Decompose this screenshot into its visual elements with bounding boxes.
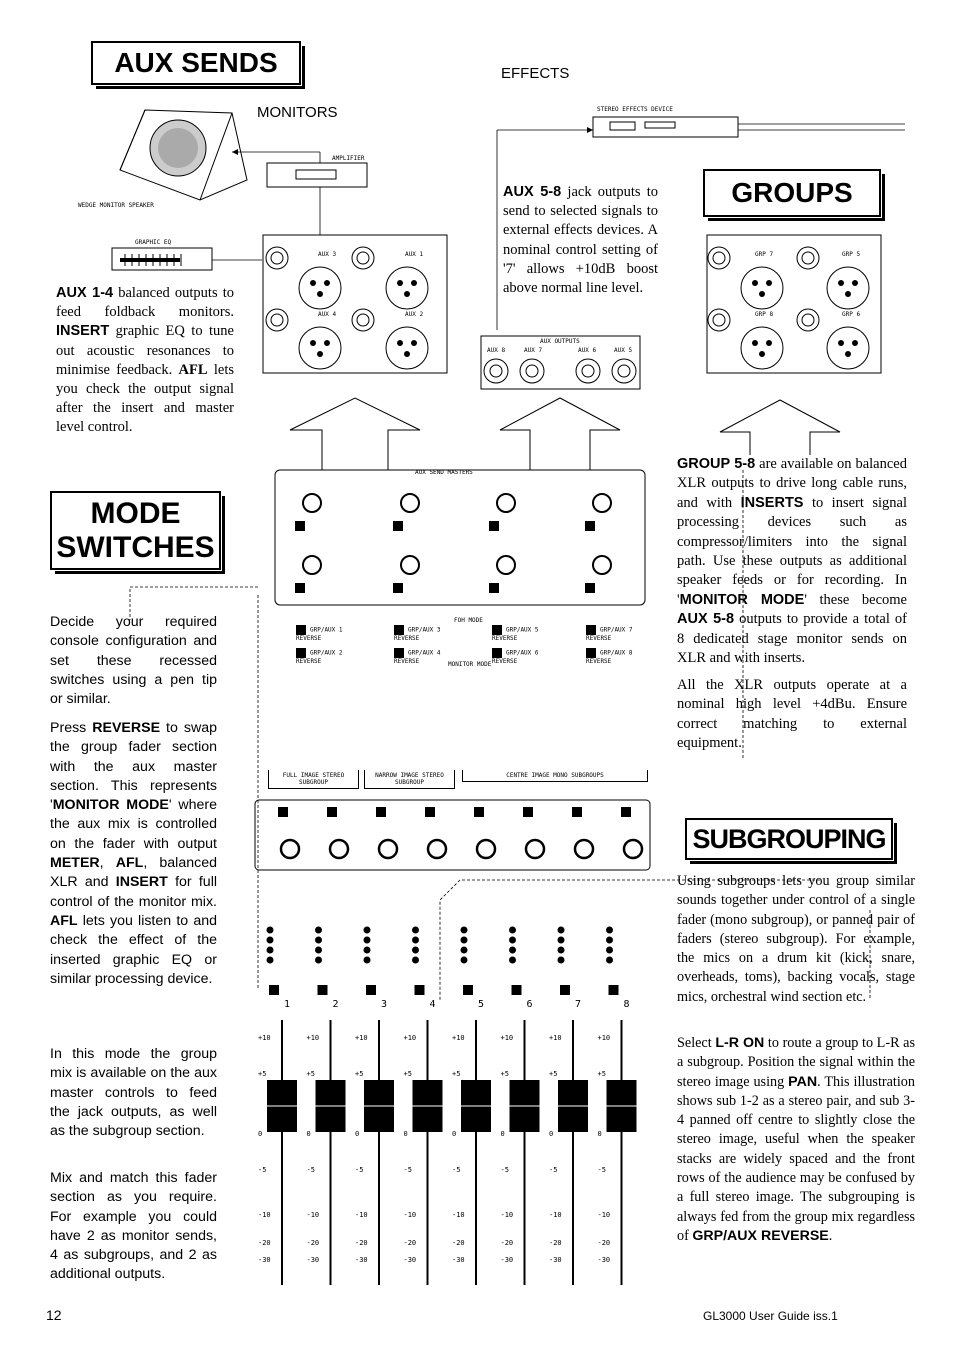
afl-button[interactable] xyxy=(269,985,279,995)
meter-led xyxy=(509,937,516,944)
reverse-switch-4[interactable]: GRP/AUX 4 REVERSE xyxy=(394,649,441,665)
meter-led xyxy=(461,957,468,964)
svg-text:AUX 8: AUX 8 xyxy=(487,347,506,354)
fader-scale-label: -10 xyxy=(258,1211,271,1219)
graphic-eq-label: GRAPHIC EQ xyxy=(135,239,172,246)
meter-led xyxy=(267,927,274,934)
fader-scale-label: -10 xyxy=(403,1211,417,1219)
svg-text:AUX 5: AUX 5 xyxy=(614,347,633,354)
meter-led xyxy=(412,957,419,964)
fader-scale-label: -30 xyxy=(306,1256,320,1264)
fader-scale-label: -5 xyxy=(355,1166,364,1174)
afl-button[interactable] xyxy=(393,583,403,593)
pan-knob[interactable] xyxy=(281,840,299,858)
reverse-switch-5[interactable]: GRP/AUX 5 REVERSE xyxy=(492,626,539,642)
fader-scale-label: +5 xyxy=(500,1070,509,1078)
fader-scale-label: -20 xyxy=(549,1239,562,1247)
fader-scale-label: +10 xyxy=(500,1034,514,1042)
pan-knob[interactable] xyxy=(477,840,495,858)
afl-button[interactable] xyxy=(560,985,570,995)
aux-master-knob[interactable] xyxy=(401,494,419,512)
svg-text:AUX OUTPUTS: AUX OUTPUTS xyxy=(540,338,580,345)
fader-scale-label: 0 xyxy=(500,1130,505,1138)
svg-text:AUX SEND MASTERS: AUX SEND MASTERS xyxy=(415,469,473,476)
reverse-switch-6[interactable]: GRP/AUX 6 REVERSE xyxy=(492,649,539,665)
fader-scale-label: +10 xyxy=(355,1034,368,1042)
meter-led xyxy=(558,937,565,944)
meter-led xyxy=(461,947,468,954)
lr-on-button[interactable] xyxy=(376,807,386,817)
fader-scale-label: -30 xyxy=(597,1256,611,1264)
fader-number: 1 xyxy=(284,999,291,1010)
fader-scale-label: -30 xyxy=(355,1256,368,1264)
reverse-switch-8[interactable]: GRP/AUX 8 REVERSE xyxy=(586,649,633,665)
meter-led xyxy=(606,947,613,954)
fader-scale-label: -30 xyxy=(258,1256,271,1264)
centre-image-label: CENTRE IMAGE MONO SUBGROUPS xyxy=(462,770,648,782)
subgrouping-heading: SUBGROUPING xyxy=(685,818,893,860)
meter-led xyxy=(315,947,322,954)
svg-text:AUX 7: AUX 7 xyxy=(524,347,543,354)
wedge-monitor-speaker-drawing xyxy=(120,110,247,200)
pan-knob[interactable] xyxy=(428,840,446,858)
fader-scale-label: -5 xyxy=(597,1166,606,1174)
fader-scale-label: -20 xyxy=(355,1239,368,1247)
aux-jack-outputs-panel xyxy=(481,336,640,389)
mode-desc-2: Press REVERSE to swap the group fader section with the aux master section. This represents 'MONITOR MODE' where the aux mix is controlled on the fader with output METER, AFL, balanced XLR and INSERT for full control of the monitor mix. AFL lets you listen to and check the effect of the inserted graphic EQ or similar processing device. xyxy=(50,720,218,987)
pan-knob[interactable] xyxy=(379,840,397,858)
fader-scale-label: -10 xyxy=(452,1211,465,1219)
mode-switches-heading: MODE SWITCHES xyxy=(50,491,221,570)
lr-on-button[interactable] xyxy=(327,807,337,817)
fader-scale-label: +5 xyxy=(306,1070,315,1078)
wedge-label: WEDGE MONITOR SPEAKER xyxy=(78,202,154,209)
meter-led xyxy=(509,947,516,954)
fader-scale-label: +5 xyxy=(258,1070,267,1078)
monitor-mode-label: MONITOR MODE xyxy=(448,661,492,668)
group58-description: GROUP 5-8 are available on balanced XLR outputs to drive long cable runs, and with INSERTS to insert signal processing devices such as compressor/limiters into the signal path. Use these outputs as additional speaker feeds or for recording. In 'MONITOR MODE' these become AUX 5-8 outputs to provide a total of 8 dedicated stage monitor sends on XLR and with inserts. xyxy=(677,456,907,667)
lr-on-button[interactable] xyxy=(278,807,288,817)
fader-number: 2 xyxy=(332,999,339,1010)
aux-master-knob[interactable] xyxy=(303,556,321,574)
mode-desc-4: Mix and match this fader section as you require. For example you could have 2 as monitor sends, 4 as subgroups, and 2 as additional outputs. xyxy=(50,1170,217,1283)
fader-scale-label: +10 xyxy=(258,1034,271,1042)
subgrouping-desc-2: Select L-R ON to route a group to L-R as a subgroup. Position the signal within the stereo image using PAN. This illustration shows sub 1-2 as a stereo pair, and sub 3-4 panned off centre to slightly close the stereo image, useful when the speaker stacks are widely spaced and the front rows of the audience may be confused by a full stereo image. The subgrouping is always fed from the group mix regardless of GRP/AUX REVERSE. xyxy=(677,1035,915,1244)
fader-scale-label: +5 xyxy=(452,1070,461,1078)
meter-led xyxy=(412,937,419,944)
fader-scale-label: +5 xyxy=(549,1070,558,1078)
afl-button[interactable] xyxy=(489,521,499,531)
meter-led xyxy=(558,947,565,954)
afl-button[interactable] xyxy=(609,985,619,995)
meter-led xyxy=(461,937,468,944)
fader-scale-label: -20 xyxy=(597,1239,611,1247)
amplifier-label: AMPLIFIER xyxy=(332,155,365,162)
afl-button[interactable] xyxy=(415,985,425,995)
meter-led xyxy=(267,957,274,964)
document-title: GL3000 User Guide iss.1 xyxy=(703,1309,838,1323)
meter-led xyxy=(315,957,322,964)
fader-scale-label: -20 xyxy=(258,1239,271,1247)
fader-number: 4 xyxy=(429,999,436,1010)
fader-scale-label: -5 xyxy=(306,1166,315,1174)
meter-led xyxy=(364,947,371,954)
fader-number: 8 xyxy=(623,999,630,1010)
full-image-label: FULL IMAGE STEREO SUBGROUP xyxy=(268,770,359,789)
fader-scale-label: -5 xyxy=(258,1166,267,1174)
fader-scale-label: +10 xyxy=(403,1034,417,1042)
fader-scale-label: 0 xyxy=(403,1130,408,1138)
fader-scale-label: +5 xyxy=(355,1070,364,1078)
fader-scale-label: -5 xyxy=(403,1166,412,1174)
mode-desc-3: In this mode the group mix is available on the aux master controls to feed the jack outputs, as well as the subgroup section. xyxy=(50,1046,217,1140)
meter-led xyxy=(267,947,274,954)
pan-knob[interactable] xyxy=(624,840,642,858)
aux14-description: AUX 1-4 balanced outputs to feed foldback monitors. INSERT graphic EQ to tune out acoustic resonances to minimise feedback. AFL lets you check the output signal after the insert and master level control. xyxy=(56,285,234,436)
fader-scale-label: -5 xyxy=(500,1166,509,1174)
svg-text:GRP 5: GRP 5 xyxy=(842,251,861,258)
effects-label: EFFECTS xyxy=(501,65,570,82)
foh-mode-label: FOH MODE xyxy=(454,617,483,624)
fader-scale-label: 0 xyxy=(549,1130,554,1138)
groups-heading: GROUPS xyxy=(703,169,881,217)
fader-number: 6 xyxy=(526,999,533,1010)
fader-scale-label: -30 xyxy=(500,1256,514,1264)
fader-number: 7 xyxy=(575,999,582,1010)
reverse-switch-grid xyxy=(296,617,646,668)
fader-scale-label: -30 xyxy=(452,1256,465,1264)
narrow-image-label: NARROW IMAGE STEREO SUBGROUP xyxy=(364,770,455,789)
meter-led xyxy=(412,947,419,954)
meter-led xyxy=(315,937,322,944)
reverse-switch-7[interactable]: GRP/AUX 7 REVERSE xyxy=(586,626,633,642)
fader-scale-label: 0 xyxy=(597,1130,602,1138)
afl-button[interactable] xyxy=(366,985,376,995)
fader-scale-label: -20 xyxy=(452,1239,465,1247)
meter-led xyxy=(509,927,516,934)
fader-scale-label: -20 xyxy=(500,1239,514,1247)
afl-button[interactable] xyxy=(463,985,473,995)
pan-knob[interactable] xyxy=(575,840,593,858)
aux-master-knob[interactable] xyxy=(497,494,515,512)
afl-button[interactable] xyxy=(295,583,305,593)
subgrouping-desc-1: Using subgroups lets you group similar sounds together under control of a single fader (mono subgroup), or panned pair of faders (stereo subgroup). For example, the mics on a drum kit (kick, snare, overheads, toms), backing vocals, stage mics, orchestral wind section etc. xyxy=(677,873,915,1005)
group-xlr-panel xyxy=(707,235,881,373)
afl-button[interactable] xyxy=(489,583,499,593)
aux-xlr-panel xyxy=(263,235,447,373)
effects-device-label: STEREO EFFECTS DEVICE xyxy=(597,106,673,113)
svg-text:AUX 1: AUX 1 xyxy=(405,251,424,258)
fader-scale-label: -30 xyxy=(549,1256,562,1264)
fader-scale-label: -10 xyxy=(355,1211,368,1219)
meter-led xyxy=(364,927,371,934)
meter-led xyxy=(267,937,274,944)
xlr-note: All the XLR outputs operate at a nominal high level +4dBu. Ensure correct matching to external equipment. xyxy=(677,677,907,752)
meter-led xyxy=(412,927,419,934)
pan-knob[interactable] xyxy=(330,840,348,858)
fader-number: 3 xyxy=(381,999,388,1010)
mode-desc-1: Decide your required console configuration and set these recessed switches using a pen tip or similar. xyxy=(50,614,217,708)
aux-master-knob[interactable] xyxy=(593,494,611,512)
meter-led xyxy=(509,957,516,964)
svg-text:GRP 8: GRP 8 xyxy=(755,311,774,318)
meter-led xyxy=(364,957,371,964)
lr-on-button[interactable] xyxy=(572,807,582,817)
page-number: 12 xyxy=(46,1307,62,1323)
fader-scale-label: 0 xyxy=(452,1130,457,1138)
fader-scale-label: +10 xyxy=(306,1034,320,1042)
fader-scale-label: -20 xyxy=(306,1239,320,1247)
reverse-switch-3[interactable]: GRP/AUX 3 REVERSE xyxy=(394,626,441,642)
fader-scale-label: -10 xyxy=(500,1211,514,1219)
aux-master-knob[interactable] xyxy=(497,556,515,574)
fader-scale-label: 0 xyxy=(355,1130,360,1138)
fader-scale-label: -5 xyxy=(452,1166,461,1174)
meter-led xyxy=(558,927,565,934)
meter-led xyxy=(558,957,565,964)
lr-on-button[interactable] xyxy=(474,807,484,817)
fader-scale-label: -20 xyxy=(403,1239,417,1247)
aux-master-knob[interactable] xyxy=(593,556,611,574)
fader-scale-label: 0 xyxy=(306,1130,311,1138)
fader-scale-label: -30 xyxy=(403,1256,417,1264)
meter-led xyxy=(315,927,322,934)
aux-sends-heading: AUX SENDS xyxy=(91,41,301,85)
fader-scale-label: +5 xyxy=(403,1070,412,1078)
meter-led xyxy=(461,927,468,934)
svg-text:AUX 3: AUX 3 xyxy=(318,251,337,258)
fader-number: 5 xyxy=(478,999,485,1010)
fader-scale-label: -5 xyxy=(549,1166,558,1174)
aux-master-knob[interactable] xyxy=(303,494,321,512)
meter-led xyxy=(606,957,613,964)
afl-button[interactable] xyxy=(393,521,403,531)
lr-on-button[interactable] xyxy=(621,807,631,817)
fader-scale-label: -10 xyxy=(306,1211,320,1219)
svg-text:GRP 6: GRP 6 xyxy=(842,311,861,318)
fader-scale-label: +10 xyxy=(452,1034,465,1042)
afl-button[interactable] xyxy=(318,985,328,995)
lr-on-button[interactable] xyxy=(523,807,533,817)
aux58-description: AUX 5-8 jack outputs to send to selected signals to external effects devices. A nominal control setting of '7' allows +10dB boost above normal line level. xyxy=(503,184,658,297)
pan-knob[interactable] xyxy=(526,840,544,858)
svg-text:AUX 4: AUX 4 xyxy=(318,311,337,318)
fader-scale-label: -10 xyxy=(549,1211,562,1219)
fader-scale-label: +10 xyxy=(549,1034,562,1042)
reverse-switch-1[interactable]: GRP/AUX 1 REVERSE xyxy=(296,626,343,642)
aux-master-knob[interactable] xyxy=(401,556,419,574)
reverse-switch-2[interactable]: GRP/AUX 2 REVERSE xyxy=(296,649,343,665)
fader-scale-label: +5 xyxy=(597,1070,606,1078)
afl-button[interactable] xyxy=(585,583,595,593)
svg-text:AUX 2: AUX 2 xyxy=(405,311,424,318)
monitors-label: MONITORS xyxy=(257,104,338,121)
meter-led xyxy=(606,927,613,934)
fader-scale-label: 0 xyxy=(258,1130,263,1138)
afl-button[interactable] xyxy=(295,521,305,531)
afl-button[interactable] xyxy=(585,521,595,531)
fader-scale-label: +10 xyxy=(597,1034,611,1042)
meter-led xyxy=(364,937,371,944)
svg-text:AUX 6: AUX 6 xyxy=(578,347,597,354)
svg-text:GRP 7: GRP 7 xyxy=(755,251,774,258)
lr-on-button[interactable] xyxy=(425,807,435,817)
fader-scale-label: -10 xyxy=(597,1211,611,1219)
afl-button[interactable] xyxy=(512,985,522,995)
meter-led xyxy=(606,937,613,944)
